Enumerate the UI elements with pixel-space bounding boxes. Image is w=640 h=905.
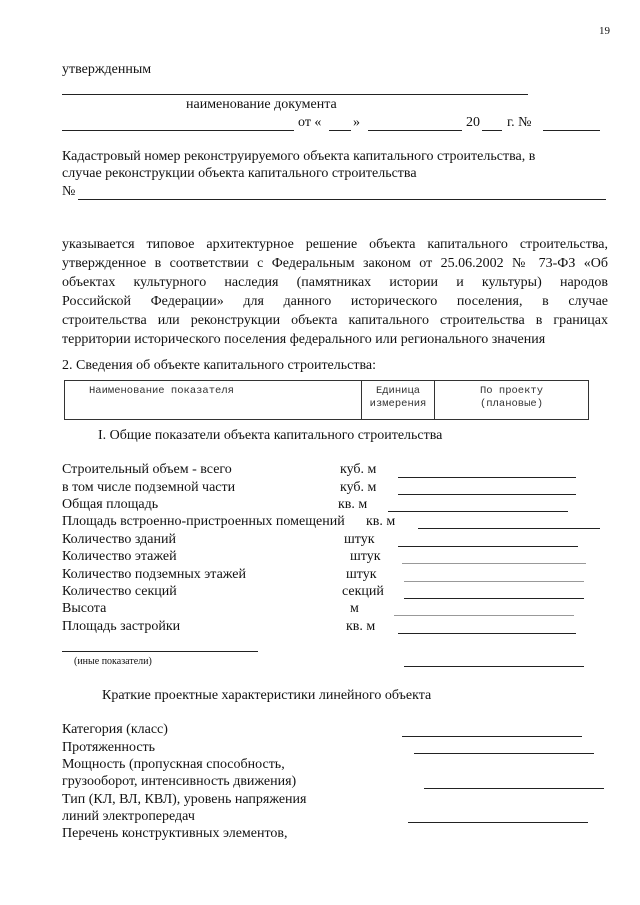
page-number: 19: [599, 25, 610, 37]
indicators-header-table: [64, 380, 589, 420]
architectural-solution-paragraph: указывается типовое архитектурное решение объекта капитального строительства, утвержденное в соответствии с Федеральным законом от 25.06.2002 № 73-ФЗ «Об объектах культурного наследия (памятниках истории и культуры) народов Российской Федерации» для данного исторического поселения, в случае строительства или реконструкции объекта капитального строительства в границах территории исторического поселения федерального или регионального значения: [62, 237, 608, 347]
date-from-label: от «: [298, 115, 322, 130]
date-year-line[interactable]: [482, 130, 502, 131]
indicator-value-line[interactable]: [398, 477, 576, 478]
date-day-line[interactable]: [329, 130, 351, 131]
indicator-unit: куб. м: [340, 462, 377, 477]
indicator-unit: штук: [344, 532, 375, 547]
other-indicator-name-line[interactable]: [62, 651, 258, 652]
indicator-value-line[interactable]: [402, 563, 586, 564]
date-month-line[interactable]: [368, 130, 462, 131]
linear-length-line[interactable]: [414, 753, 594, 754]
other-indicator-value-line[interactable]: [404, 666, 584, 667]
linear-category-line[interactable]: [402, 736, 582, 737]
section2-title: 2. Сведения об объекте капитального строительства:: [62, 358, 377, 373]
indicator-name: Количество подземных этажей: [62, 567, 246, 582]
indicator-unit: куб. м: [340, 480, 377, 495]
indicator-unit: штук: [346, 567, 377, 582]
indicator-unit: кв. м: [366, 514, 396, 529]
indicator-name: Строительный объем - всего: [62, 462, 232, 477]
indicator-name: Общая площадь: [62, 497, 159, 512]
doc-number-line[interactable]: [543, 130, 600, 131]
doc-authority-line[interactable]: [62, 130, 294, 131]
header-unit: Единица измерения: [362, 381, 435, 420]
linear-type-label-1: Тип (КЛ, ВЛ, КВЛ), уровень напряжения: [62, 792, 307, 807]
header-indicator-name: Наименование показателя: [65, 381, 362, 420]
date-quote-close: »: [353, 115, 360, 130]
indicator-value-line[interactable]: [404, 581, 584, 582]
indicator-value-line[interactable]: [388, 511, 568, 512]
indicator-value-line[interactable]: [404, 598, 584, 599]
indicator-value-line[interactable]: [398, 494, 576, 495]
indicator-name: Количество этажей: [62, 549, 177, 564]
linear-type-line[interactable]: [408, 822, 588, 823]
indicator-value-line[interactable]: [418, 528, 600, 529]
doc-name-label: наименование документа: [186, 97, 337, 112]
cadastral-number-sign: №: [62, 184, 76, 199]
indicator-unit: штук: [350, 549, 381, 564]
linear-capacity-line[interactable]: [424, 788, 604, 789]
indicator-value-line[interactable]: [394, 615, 574, 616]
indicator-name: Площадь встроенно-пристроенных помещений: [62, 514, 345, 529]
linear-capacity-label-2: грузооборот, интенсивность движения): [62, 774, 297, 789]
cadastral-line1: Кадастровый номер реконструируемого объекта капитального строительства, в: [62, 149, 536, 164]
linear-elements-label: Перечень конструктивных элементов,: [62, 826, 288, 841]
indicator-name: Количество секций: [62, 584, 177, 599]
indicator-unit: м: [350, 601, 359, 616]
linear-type-label-2: линий электропередач: [62, 809, 195, 824]
linear-category-label: Категория (класс): [62, 722, 168, 737]
date-year-prefix: 20: [466, 115, 480, 130]
header-planned: По проекту (плановые): [435, 381, 589, 420]
indicator-unit: секций: [342, 584, 384, 599]
indicator-unit: кв. м: [338, 497, 368, 512]
indicator-name: Высота: [62, 601, 107, 616]
linear-length-label: Протяженность: [62, 740, 156, 755]
linear-capacity-label-1: Мощность (пропускная способность,: [62, 757, 285, 772]
cadastral-number-line[interactable]: [78, 199, 606, 200]
other-indicators-label: (иные показатели): [74, 656, 152, 667]
cadastral-line2: случае реконструкции объекта капитального строительства: [62, 166, 417, 181]
indicator-name: Количество зданий: [62, 532, 176, 547]
approval-document-line[interactable]: [62, 94, 528, 95]
doc-number-label: г. №: [507, 115, 532, 130]
approved-by-label: утвержденным: [62, 62, 152, 77]
indicator-value-line[interactable]: [398, 633, 576, 634]
indicator-name: в том числе подземной части: [62, 480, 236, 495]
indicator-name: Площадь застройки: [62, 619, 181, 634]
indicator-unit: кв. м: [346, 619, 376, 634]
general-indicators-title: I. Общие показатели объекта капитального строительства: [98, 428, 443, 443]
linear-object-title: Краткие проектные характеристики линейного объекта: [102, 688, 432, 703]
indicator-value-line[interactable]: [398, 546, 578, 547]
